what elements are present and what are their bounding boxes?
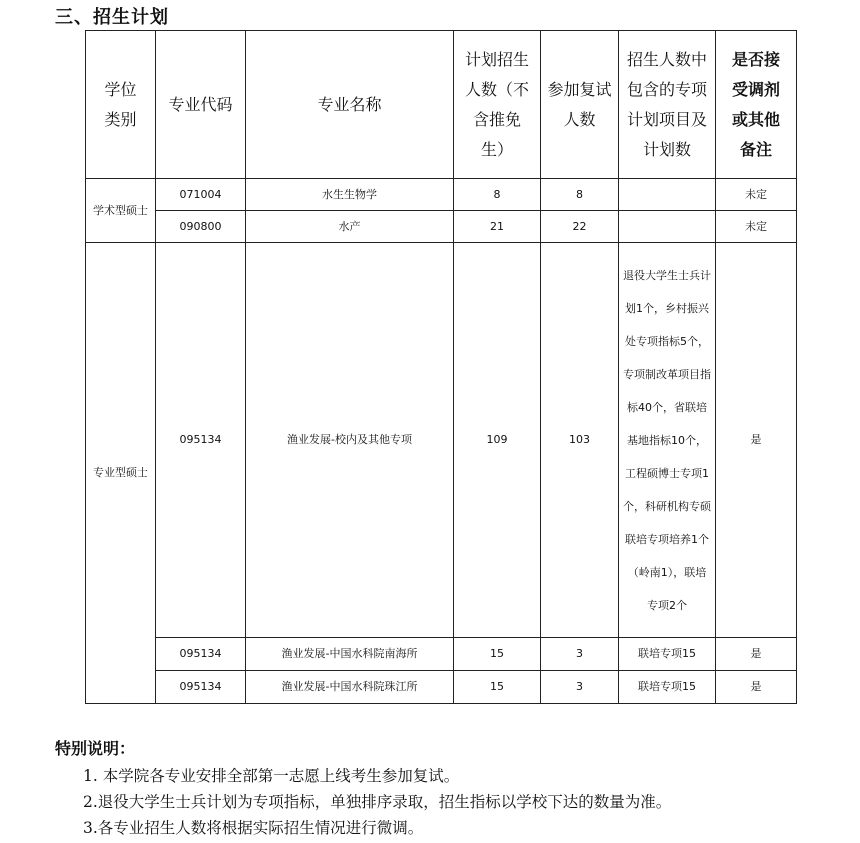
cell-name: 渔业发展-中国水科院珠江所 bbox=[246, 671, 454, 704]
cell-category: 专业型硕士 bbox=[86, 243, 156, 704]
cell-code: 095134 bbox=[156, 638, 246, 671]
cell-retest: 22 bbox=[541, 211, 619, 243]
cell-retest: 8 bbox=[541, 179, 619, 211]
cell-adjust: 是 bbox=[716, 243, 797, 638]
header-code: 专业代码 bbox=[156, 31, 246, 179]
cell-retest: 3 bbox=[541, 638, 619, 671]
table-header-row bbox=[86, 31, 797, 179]
table-row bbox=[86, 243, 797, 638]
note-item: 1. 本学院各专业安排全部第一志愿上线考生参加复试。 bbox=[83, 767, 460, 785]
cell-name: 水生生物学 bbox=[246, 179, 454, 211]
header-name: 专业名称 bbox=[246, 31, 454, 179]
cell-planned: 15 bbox=[454, 638, 541, 671]
header-planned: 计划招生人数（不含推免生） bbox=[454, 31, 541, 179]
header-adjust: 是否接受调剂或其他备注 bbox=[716, 31, 797, 179]
cell-adjust: 是 bbox=[716, 638, 797, 671]
header-category: 学位类别 bbox=[86, 31, 156, 179]
cell-planned: 8 bbox=[454, 179, 541, 211]
cell-code: 095134 bbox=[156, 671, 246, 704]
note-item: 2.退役大学生士兵计划为专项指标，单独排序录取，招生指标以学校下达的数量为准。 bbox=[83, 793, 672, 811]
cell-retest: 103 bbox=[541, 243, 619, 638]
header-special-plan: 招生人数中包含的专项计划项目及计划数 bbox=[619, 31, 716, 179]
cell-code: 090800 bbox=[156, 211, 246, 243]
special-notes-title: 特别说明： bbox=[55, 739, 136, 758]
cell-code: 071004 bbox=[156, 179, 246, 211]
header-retest: 参加复试人数 bbox=[541, 31, 619, 179]
cell-planned: 109 bbox=[454, 243, 541, 638]
note-item: 3.各专业招生人数将根据实际招生情况进行微调。 bbox=[83, 819, 424, 837]
cell-special: 退役大学生士兵计划1个，乡村振兴处专项指标5个，专项制改革项目指标40个，省联培基地指标10个，工程硕博士专项1个，科研机构专硕联培专项培养1个（岭南1），联培专项2个 bbox=[619, 243, 716, 638]
cell-adjust: 是 bbox=[716, 671, 797, 704]
cell-code: 095134 bbox=[156, 243, 246, 638]
cell-planned: 21 bbox=[454, 211, 541, 243]
table-row bbox=[86, 179, 797, 211]
table-row bbox=[86, 671, 797, 704]
cell-special: 联培专项15 bbox=[619, 671, 716, 704]
cell-special bbox=[619, 179, 716, 211]
cell-adjust: 未定 bbox=[716, 211, 797, 243]
table-row bbox=[86, 638, 797, 671]
cell-special: 联培专项15 bbox=[619, 638, 716, 671]
cell-name: 渔业发展-校内及其他专项 bbox=[246, 243, 454, 638]
cell-name: 渔业发展-中国水科院南海所 bbox=[246, 638, 454, 671]
cell-category: 学术型硕士 bbox=[86, 179, 156, 243]
cell-special bbox=[619, 211, 716, 243]
cell-planned: 15 bbox=[454, 671, 541, 704]
special-notes-list bbox=[83, 763, 853, 841]
enrollment-plan-table bbox=[85, 30, 797, 704]
cell-retest: 3 bbox=[541, 671, 619, 704]
cell-name: 水产 bbox=[246, 211, 454, 243]
table-row bbox=[86, 211, 797, 243]
cell-adjust: 未定 bbox=[716, 179, 797, 211]
section-heading: 三、招生计划 bbox=[55, 7, 169, 28]
